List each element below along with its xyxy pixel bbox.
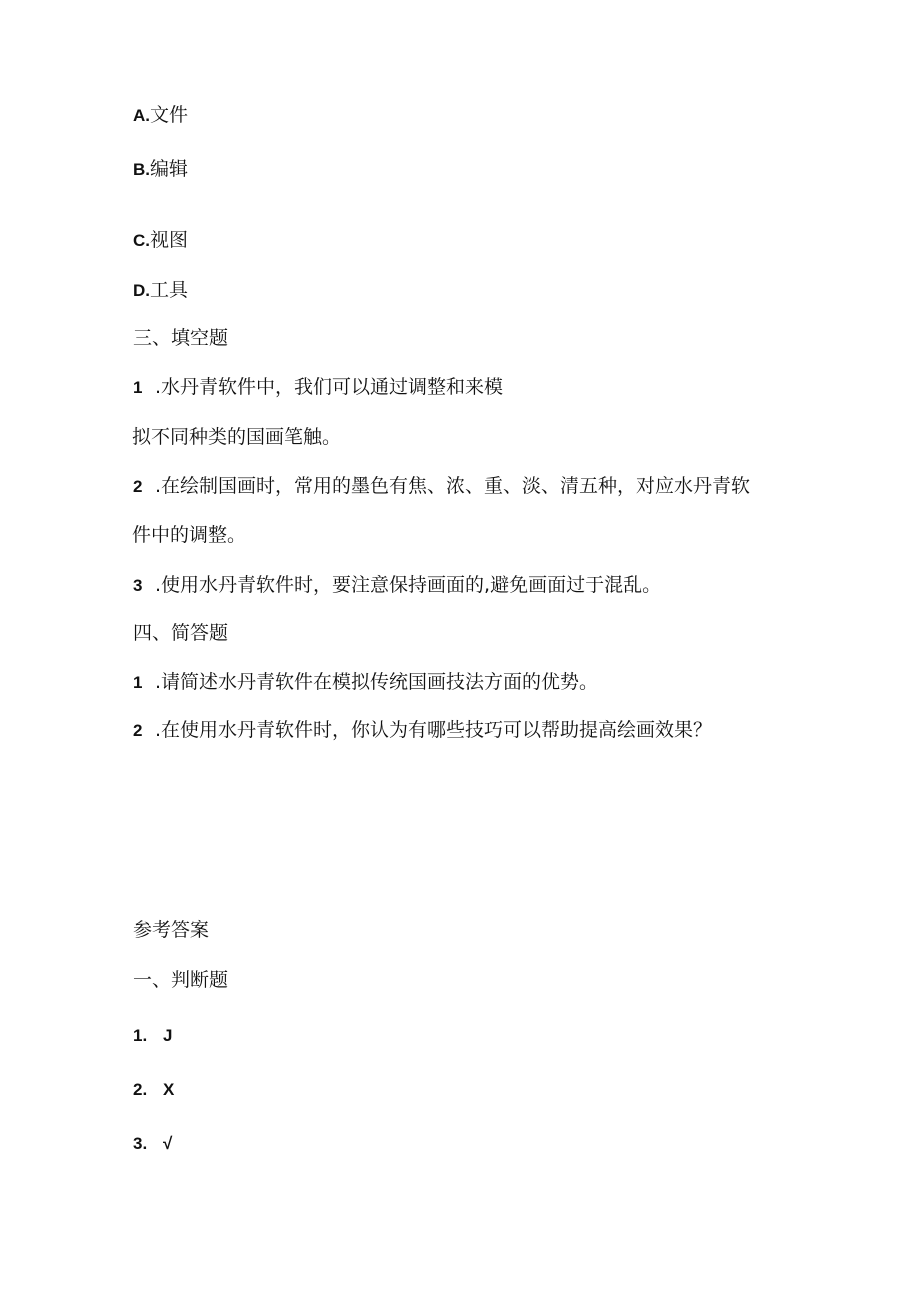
question-item <box>133 474 750 499</box>
question-number: 3 <box>133 576 143 595</box>
question-text: .在绘制国画时，常用的墨色有焦、浓、重、淡、清五种，对应水丹青软 <box>155 475 751 497</box>
option-text: 编辑 <box>150 158 189 180</box>
question-continuation: 拟不同种类的国画笔触。 <box>132 426 342 448</box>
option-label: C. <box>133 231 150 250</box>
answer-number: 2. <box>133 1080 148 1099</box>
question-text: .水丹青软件中，我们可以通过调整和来模 <box>155 376 504 398</box>
question-item <box>133 670 598 695</box>
answer-item <box>133 1023 172 1048</box>
answer-item <box>133 1131 172 1156</box>
option-d <box>133 278 188 303</box>
answer-mark: √ <box>163 1134 173 1153</box>
question-text: .请简述水丹青软件在模拟传统国画技法方面的优势。 <box>155 671 599 693</box>
option-text: 文件 <box>150 104 189 126</box>
option-b <box>133 157 188 182</box>
question-item <box>133 573 661 598</box>
option-label: A. <box>133 106 150 125</box>
question-number: 2 <box>133 721 143 740</box>
answer-number: 3. <box>133 1134 148 1153</box>
option-c <box>133 228 188 253</box>
section-heading-short-answer: 四、简答题 <box>133 622 229 644</box>
option-label: D. <box>133 281 150 300</box>
question-number: 1 <box>133 378 143 397</box>
question-number: 2 <box>133 477 143 496</box>
option-a <box>133 103 188 128</box>
answers-title: 参考答案 <box>133 919 210 941</box>
question-item <box>133 375 503 400</box>
question-text: .在使用水丹青软件时，你认为有哪些技巧可以帮助提高绘画效果？ <box>155 719 713 741</box>
section-heading-fill-in: 三、填空题 <box>133 327 229 349</box>
section-heading-judgement: 一、判断题 <box>133 969 229 991</box>
question-continuation: 件中的调整。 <box>132 524 247 546</box>
answer-mark: X <box>163 1080 175 1099</box>
answer-mark: J <box>163 1026 173 1045</box>
question-text: .使用水丹青软件时，要注意保持画面的,避免画面过于混乱。 <box>155 574 662 596</box>
question-item <box>133 718 712 743</box>
option-text: 视图 <box>150 229 189 251</box>
answer-item <box>133 1077 174 1102</box>
answer-number: 1. <box>133 1026 148 1045</box>
option-text: 工具 <box>150 279 189 301</box>
option-label: B. <box>133 160 150 179</box>
question-number: 1 <box>133 673 143 692</box>
